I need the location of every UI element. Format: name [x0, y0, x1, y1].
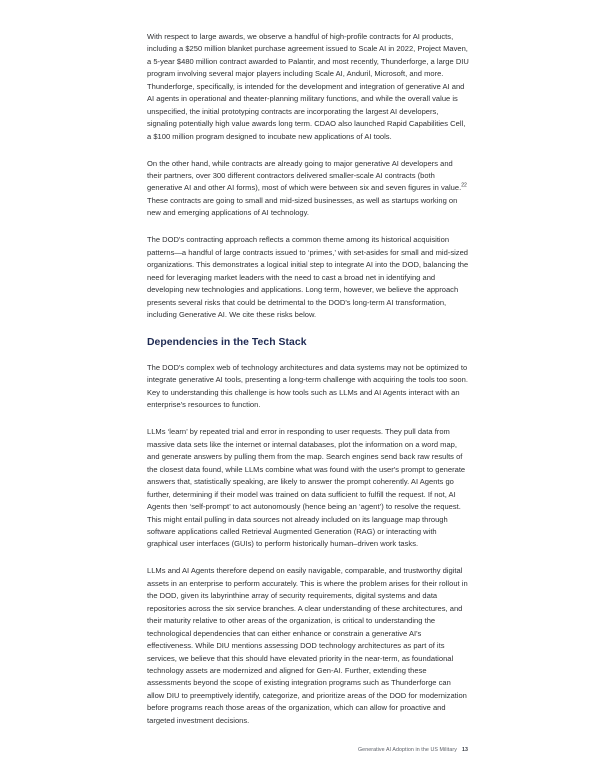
paragraph-digital-assets-dependency: LLMs and AI Agents therefore depend on easily navigable, comparable, and trustworthy digital assets in an enterprise to perform accurately. This is where the problem arises for their rollout in the DOD, given its labyrinthine array of security requirements, digital systems and data repositories across the six service branches. A clear understanding of these architectures, and their maturity relative to other areas of the organization, is critical to understanding the technological dependencies that can either enhance or constrain a generative AI's effectiveness. While DIU mentions assessing DOD technology architectures as part of its services, we believe that this should have elevated priority in the near-term, as foundational technology assets are modernized and aligned for Gen-AI. Further, extending these assessments beyond the scope of existing integration programs such as Thunderforge can allow DIU to preemptively identify, categorize, and prioritize areas of the DOD for modernization before programs reach those areas of the organization, which can allow for proactive and targeted investment decisions. — [147, 566, 468, 725]
paragraph-text-after-footnote: These contracts are going to small and mid-sized businesses, as well as startups working on new and emerging applications of AI technology. — [147, 195, 458, 218]
page-footer — [0, 746, 600, 754]
footer-document-title: Generative AI Adoption in the US Military — [357, 747, 457, 753]
page-content-column — [147, 31, 469, 727]
paragraph-llm-learning: LLMs ‘learn’ by repeated trial and error in responding to user requests. They pull data from massive data sets like the internet or internal databases, plot the information on a word map, and generate answers by pulling them from the map. Search engines send back raw results of the closest data found, while LLMs combine what was found with the user's prompt to generate answers that, statistically speaking, are likely to answer the prompt coherently. AI Agents go further, determining if their model was trained on data sufficient to fulfill the request. If not, AI Agents then ‘self-prompt’ to act autonomously (hence being an ‘agent’) to resolve the request. This might entail pulling in data sources not already included on its language map through software applications called Retrieval Augmented Generation (RAG) or interacting with graphical user interfaces (GUIs) to perform historically human–driven work tasks. — [147, 427, 466, 549]
paragraph-smaller-contracts — [147, 158, 469, 220]
paragraph-text-before-footnote: On the other hand, while contracts are already going to major generative AI developers and their partners, over 300 different contractors delivered smaller-scale AI contracts (both generative AI and other AI forms), most of which were between six and seven figures in value. — [147, 158, 462, 193]
section-heading-block — [147, 336, 469, 350]
paragraph-contracting-approach: The DOD's contracting approach reflects a common theme among its historical acquisition patterns—a handful of large contracts issued to ‘primes,’ with set-asides for small and mid-sized organizations. This demonstrates a logical initial step to integrate AI into the DOD, balancing the need for leveraging market leaders with the need to cast a broad net in identifying and developing new technologies and applications. Long term, however, we believe the approach presents several risks that could be detrimental to the DOD's long-term AI transformation, including Generative AI. We cite these risks below. — [147, 235, 469, 320]
paragraph-complex-web: The DOD's complex web of technology architectures and data systems may not be optimized to integrate generative AI tools, presenting a long-term challenge with acquiring the tools too soon. Key to understanding this challenge is how tools such as LLMs and AI Agents interact with an enterprise's resources to function. — [147, 363, 468, 410]
footer-page-number: 13 — [461, 747, 468, 753]
section-heading-dependencies-in-the-tech-stack: Dependencies in the Tech Stack — [147, 337, 307, 349]
paragraph-large-awards: With respect to large awards, we observe a handful of high-profile contracts for AI products, including a $250 million blanket purchase agreement issued to Scale AI in 2022, Project Maven, a 5-year $480 million contract awarded to Palantir, and most recently, Thunderforge, a large DIU program involving several major players including Scale AI, Anduril, Microsoft, and more. Thunderforge, specifically, is intended for the development and integration of generative AI and AI agents in operational and theater-planning military functions, and while the overall value is unspecified, the initial prototyping contracts are incorporating the largest AI developers, signaling potentially high value awards long term. CDAO also launched Rapid Capabilities Cell, a $100 million program designed to incubate new applications of AI tools. — [147, 32, 469, 141]
footnote-reference-22[interactable]: 22 — [461, 182, 467, 189]
